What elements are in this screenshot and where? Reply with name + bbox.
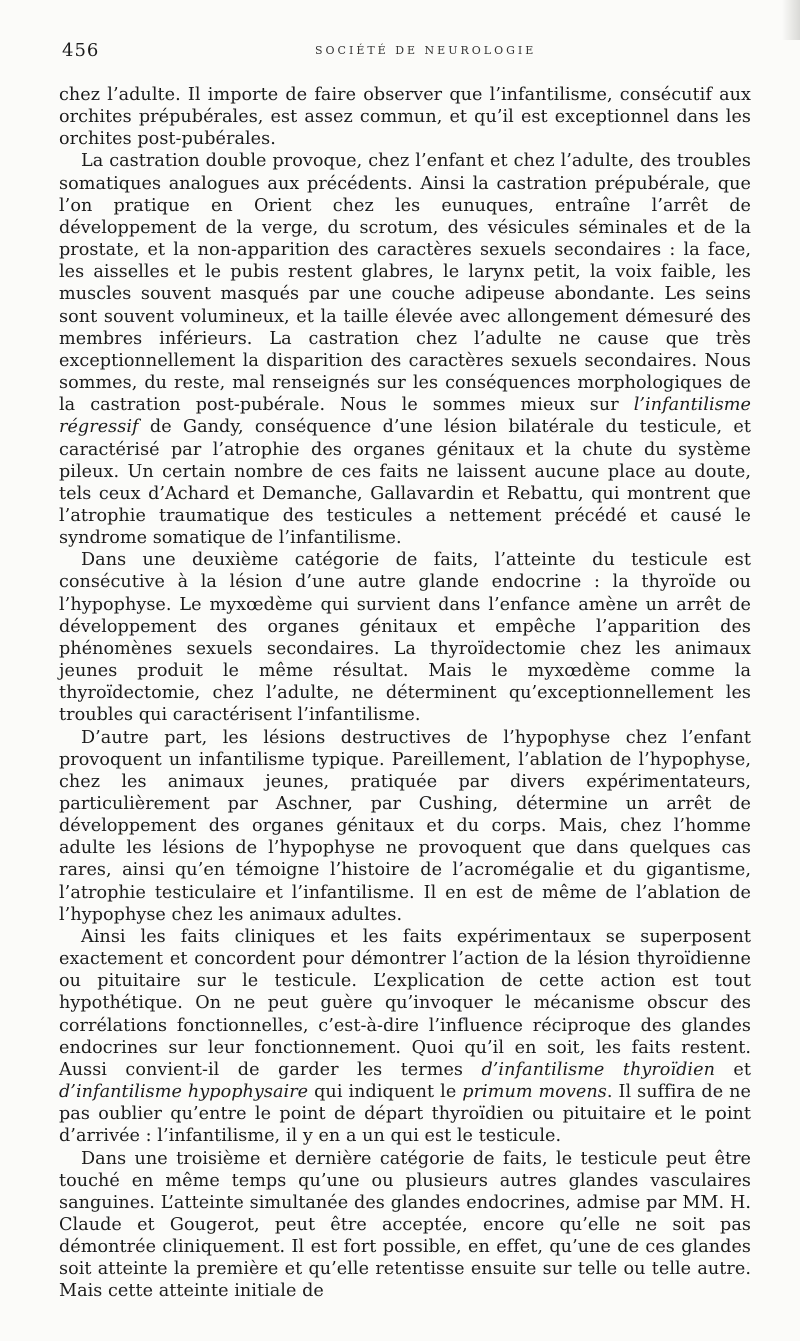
paragraph-text: D’autre part, les lésions destructives de l’hypophyse chez l’enfant provoquent un infantilisme typique. Pareillement, l’ablation de l’hypophyse, chez les animaux jeunes, pratiquée par divers expérimentateurs, particulièrement par Aschner, par Cushing, détermine un arrêt de développement des organes génitaux et du corps. Mais, chez l’homme adulte les lésions de l’hypophyse ne provoquent que dans quelques cas rares, ainsi qu’en témoigne l’histoire de l’acromégalie et du gigantisme, l’atrophie testiculaire et l’infantilisme. Il en est de même de l’ablation de l’hypophyse chez les animaux adultes. xyxy=(59,727,751,925)
paragraph-1 xyxy=(59,84,751,150)
running-head: SOCIÉTÉ DE NEUROLOGIE xyxy=(315,44,537,57)
paragraph-text: Ainsi les faits cliniques et les faits expérimentaux se superposent exactement et concordent pour démontrer l’action de la lésion thyroïdienne ou pituitaire sur le testicule. L’explication de cette action est tout hypothétique. On ne peut guère qu’invoquer le mécanisme obscur des corrélations fonctionnelles, c’est-à-dire l’influence réciproque des glandes endocrines sur leur fonctionnement. Quoi qu’il en soit, les faits restent. Aussi convient-il de garder les termes xyxy=(59,926,751,1080)
paragraph-text: . Il suffira de ne pas oublier qu’entre le point de départ thyroïdien ou pituitaire et le point d’arrivée : l’infantilisme, il y en a un qui est le testicule. xyxy=(59,1082,751,1147)
paragraph-text: La castration double provoque, chez l’enfant et chez l’adulte, des troubles somatiques analogues aux précédents. Ainsi la castration prépubérale, que l’on pratique en Orient chez les eunuques, entraîne l’arrêt de développement de la verge, du scrotum, des vésicules séminales et de la prostate, et la non-apparition des caractères sexuels secondaires : la face, les aisselles et le pubis restent glabres, le larynx petit, la voix faible, les muscles souvent masqués par une couche adipeuse abondante. Les seins sont souvent volumineux, et la taille élevée avec allongement démesuré des membres inférieurs. La castration chez l’adulte ne cause que très exceptionnellement la disparition des caractères sexuels secondaires. Nous sommes, du reste, mal renseignés sur les conséquences morphologiques de la castration post-pubérale. Nous le sommes mieux sur xyxy=(59,151,751,416)
paragraph-text: Dans une deuxième catégorie de faits, l’atteinte du testicule est consécutive à la lésion d’une autre glande endocrine : la thyroïde ou l’hypophyse. Le myxœdème qui survient dans l’enfance amène un arrêt de développement des organes génitaux et empêche l’apparition des phénomènes sexuels secondaires. La thyroïdectomie chez les animaux jeunes produit le même résultat. Mais le myxœdème comme la thyroïdectomie, chez l’adulte, ne déterminent qu’exceptionnellement les troubles qui caractérisent l’infantilisme. xyxy=(59,550,751,726)
paragraph-text: Dans une troisième et dernière catégorie de faits, le testicule peut être touché en même temps qu’une ou plusieurs autres glandes vasculaires sanguines. L’atteinte simultanée des glandes endocrines, admise par MM. H. Claude et Gougerot, peut être acceptée, encore qu’elle ne soit pas démontrée cliniquement. Il est fort possible, en effet, qu’une de ces glandes soit atteinte la première et qu’elle retentisse ensuite sur telle ou telle autre. Mais cette atteinte initiale de xyxy=(59,1148,751,1302)
italic-term: l’infantilisme régressif xyxy=(59,395,751,438)
paragraph-4 xyxy=(59,727,751,926)
italic-term: primum movens xyxy=(462,1082,607,1103)
paragraph-text: chez l’adulte. Il importe de faire observer que l’infantilisme, consécutif aux orchites prépubérales, est assez commun, et qu’il est exceptionnel dans les orchites post-pubérales. xyxy=(59,85,751,150)
page-header xyxy=(60,40,750,64)
paragraph-text: qui indiquent le xyxy=(308,1082,463,1103)
paragraph-text: et xyxy=(714,1059,751,1080)
italic-term: d’infantilisme hypophysaire xyxy=(59,1082,309,1103)
paragraph-3 xyxy=(59,549,751,726)
scan-edge-shadow xyxy=(782,0,800,40)
page-number: 456 xyxy=(62,40,100,61)
body-text xyxy=(59,84,751,1303)
italic-term: d’infantilisme thyroïdien xyxy=(481,1059,715,1080)
paragraph-6 xyxy=(59,1148,751,1303)
paragraph-text: de Gandy, conséquence d’une lésion bilatérale du testicule, et caractérisé par l’atrophie des organes génitaux et la chute du système pileux. Un certain nombre de ces faits ne laissent aucune place au doute, tels ceux d’Achard et Demanche, Gallavardin et Rebattu, qui montrent que l’atrophie traumatique des testicules a nettement précédé et causé le syndrome somatique de l’infantilisme. xyxy=(59,417,751,549)
paragraph-2 xyxy=(59,150,751,549)
paragraph-5 xyxy=(59,926,751,1148)
